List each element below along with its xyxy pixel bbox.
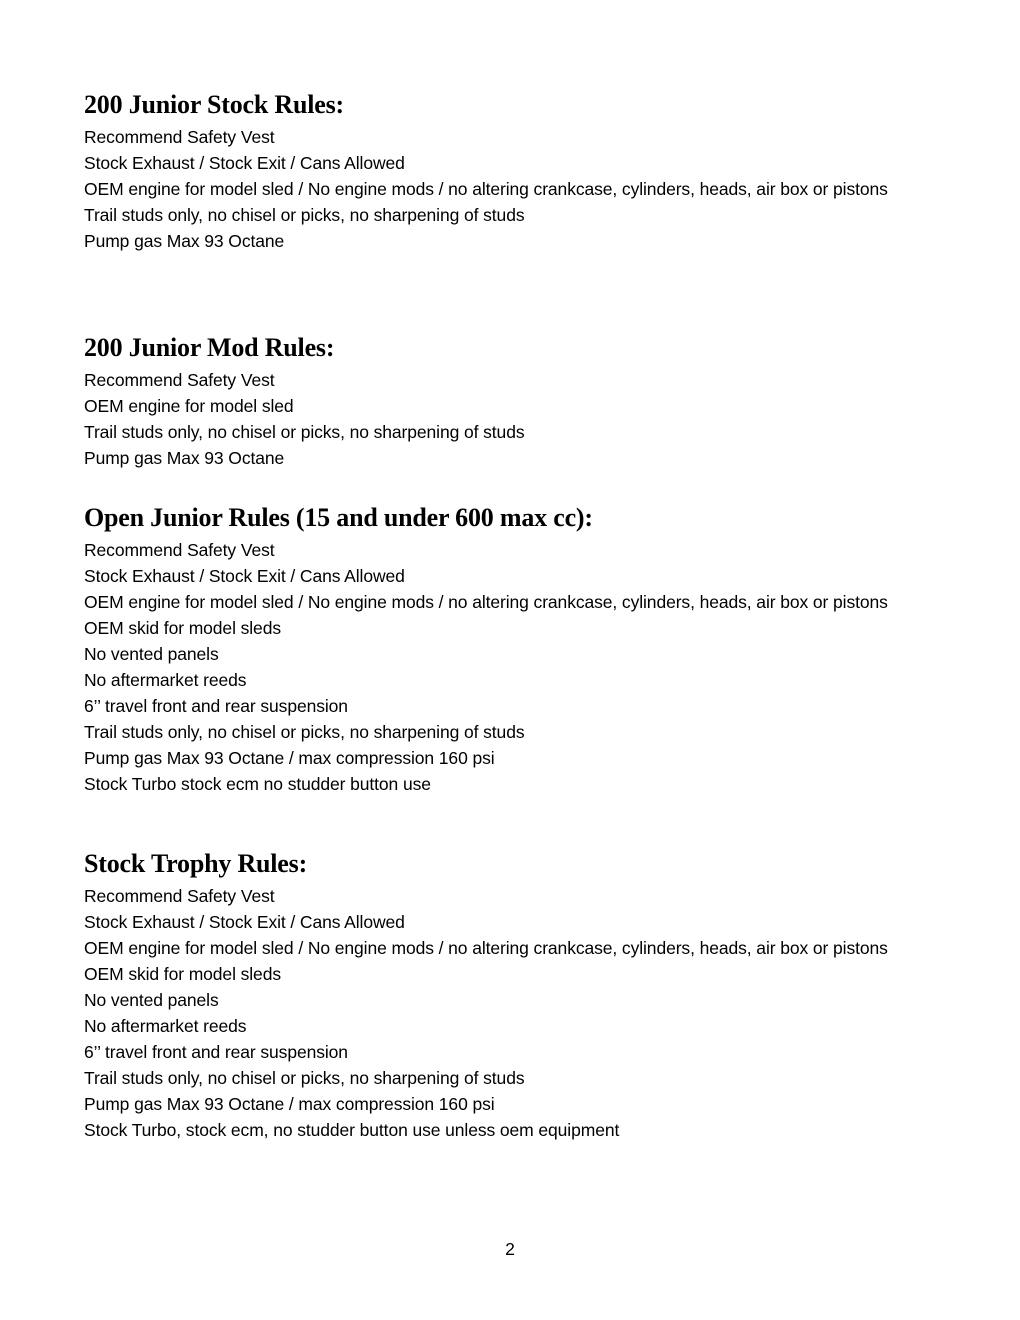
- section-stock-trophy: [84, 849, 904, 1146]
- rule-item: Stock Exhaust / Stock Exit / Cans Allowed: [84, 912, 405, 932]
- rule-item: Pump gas Max 93 Octane / max compression 160 psi: [84, 748, 495, 768]
- rule-item: No vented panels: [84, 644, 219, 664]
- section-open-junior: [84, 503, 904, 800]
- rule-item: OEM engine for model sled / No engine mods / no altering crankcase, cylinders, heads, air box or pistons: [84, 179, 888, 199]
- rule-item: Recommend Safety Vest: [84, 540, 275, 560]
- rule-item: No aftermarket reeds: [84, 1016, 247, 1036]
- rule-item: Pump gas Max 93 Octane: [84, 448, 285, 468]
- rule-item: Recommend Safety Vest: [84, 886, 275, 906]
- rule-item: 6’’ travel front and rear suspension: [84, 696, 348, 716]
- rule-item: Recommend Safety Vest: [84, 127, 275, 147]
- rule-item: OEM skid for model sleds: [84, 618, 281, 638]
- rule-item: Trail studs only, no chisel or picks, no sharpening of studs: [84, 205, 525, 225]
- rule-item: Stock Turbo stock ecm no studder button use: [84, 774, 431, 794]
- section-200-junior-stock: [84, 90, 904, 257]
- rule-item: Stock Exhaust / Stock Exit / Cans Allowed: [84, 153, 405, 173]
- rule-item: 6’’ travel front and rear suspension: [84, 1042, 348, 1062]
- rule-item: Pump gas Max 93 Octane / max compression 160 psi: [84, 1094, 495, 1114]
- rule-item: Pump gas Max 93 Octane: [84, 231, 285, 251]
- rule-item: No vented panels: [84, 990, 219, 1010]
- rule-item: OEM skid for model sleds: [84, 964, 281, 984]
- section-heading: 200 Junior Stock Rules:: [84, 90, 345, 119]
- rule-item: Recommend Safety Vest: [84, 370, 275, 390]
- section-heading: Open Junior Rules (15 and under 600 max cc):: [84, 503, 593, 532]
- section-200-junior-mod: [84, 333, 904, 474]
- rule-item: Stock Exhaust / Stock Exit / Cans Allowed: [84, 566, 405, 586]
- section-heading: Stock Trophy Rules:: [84, 849, 308, 878]
- rule-item: OEM engine for model sled: [84, 396, 294, 416]
- rule-item: OEM engine for model sled / No engine mods / no altering crankcase, cylinders, heads, air box or pistons: [84, 938, 888, 958]
- rule-item: Trail studs only, no chisel or picks, no sharpening of studs: [84, 722, 525, 742]
- rule-item: Trail studs only, no chisel or picks, no sharpening of studs: [84, 1068, 525, 1088]
- rule-item: OEM engine for model sled / No engine mods / no altering crankcase, cylinders, heads, air box or pistons: [84, 592, 888, 612]
- rule-item: Stock Turbo, stock ecm, no studder button use unless oem equipment: [84, 1120, 620, 1140]
- rule-item: No aftermarket reeds: [84, 670, 247, 690]
- section-heading: 200 Junior Mod Rules:: [84, 333, 335, 362]
- page-number: 2: [505, 1239, 515, 1259]
- rule-item: Trail studs only, no chisel or picks, no sharpening of studs: [84, 422, 525, 442]
